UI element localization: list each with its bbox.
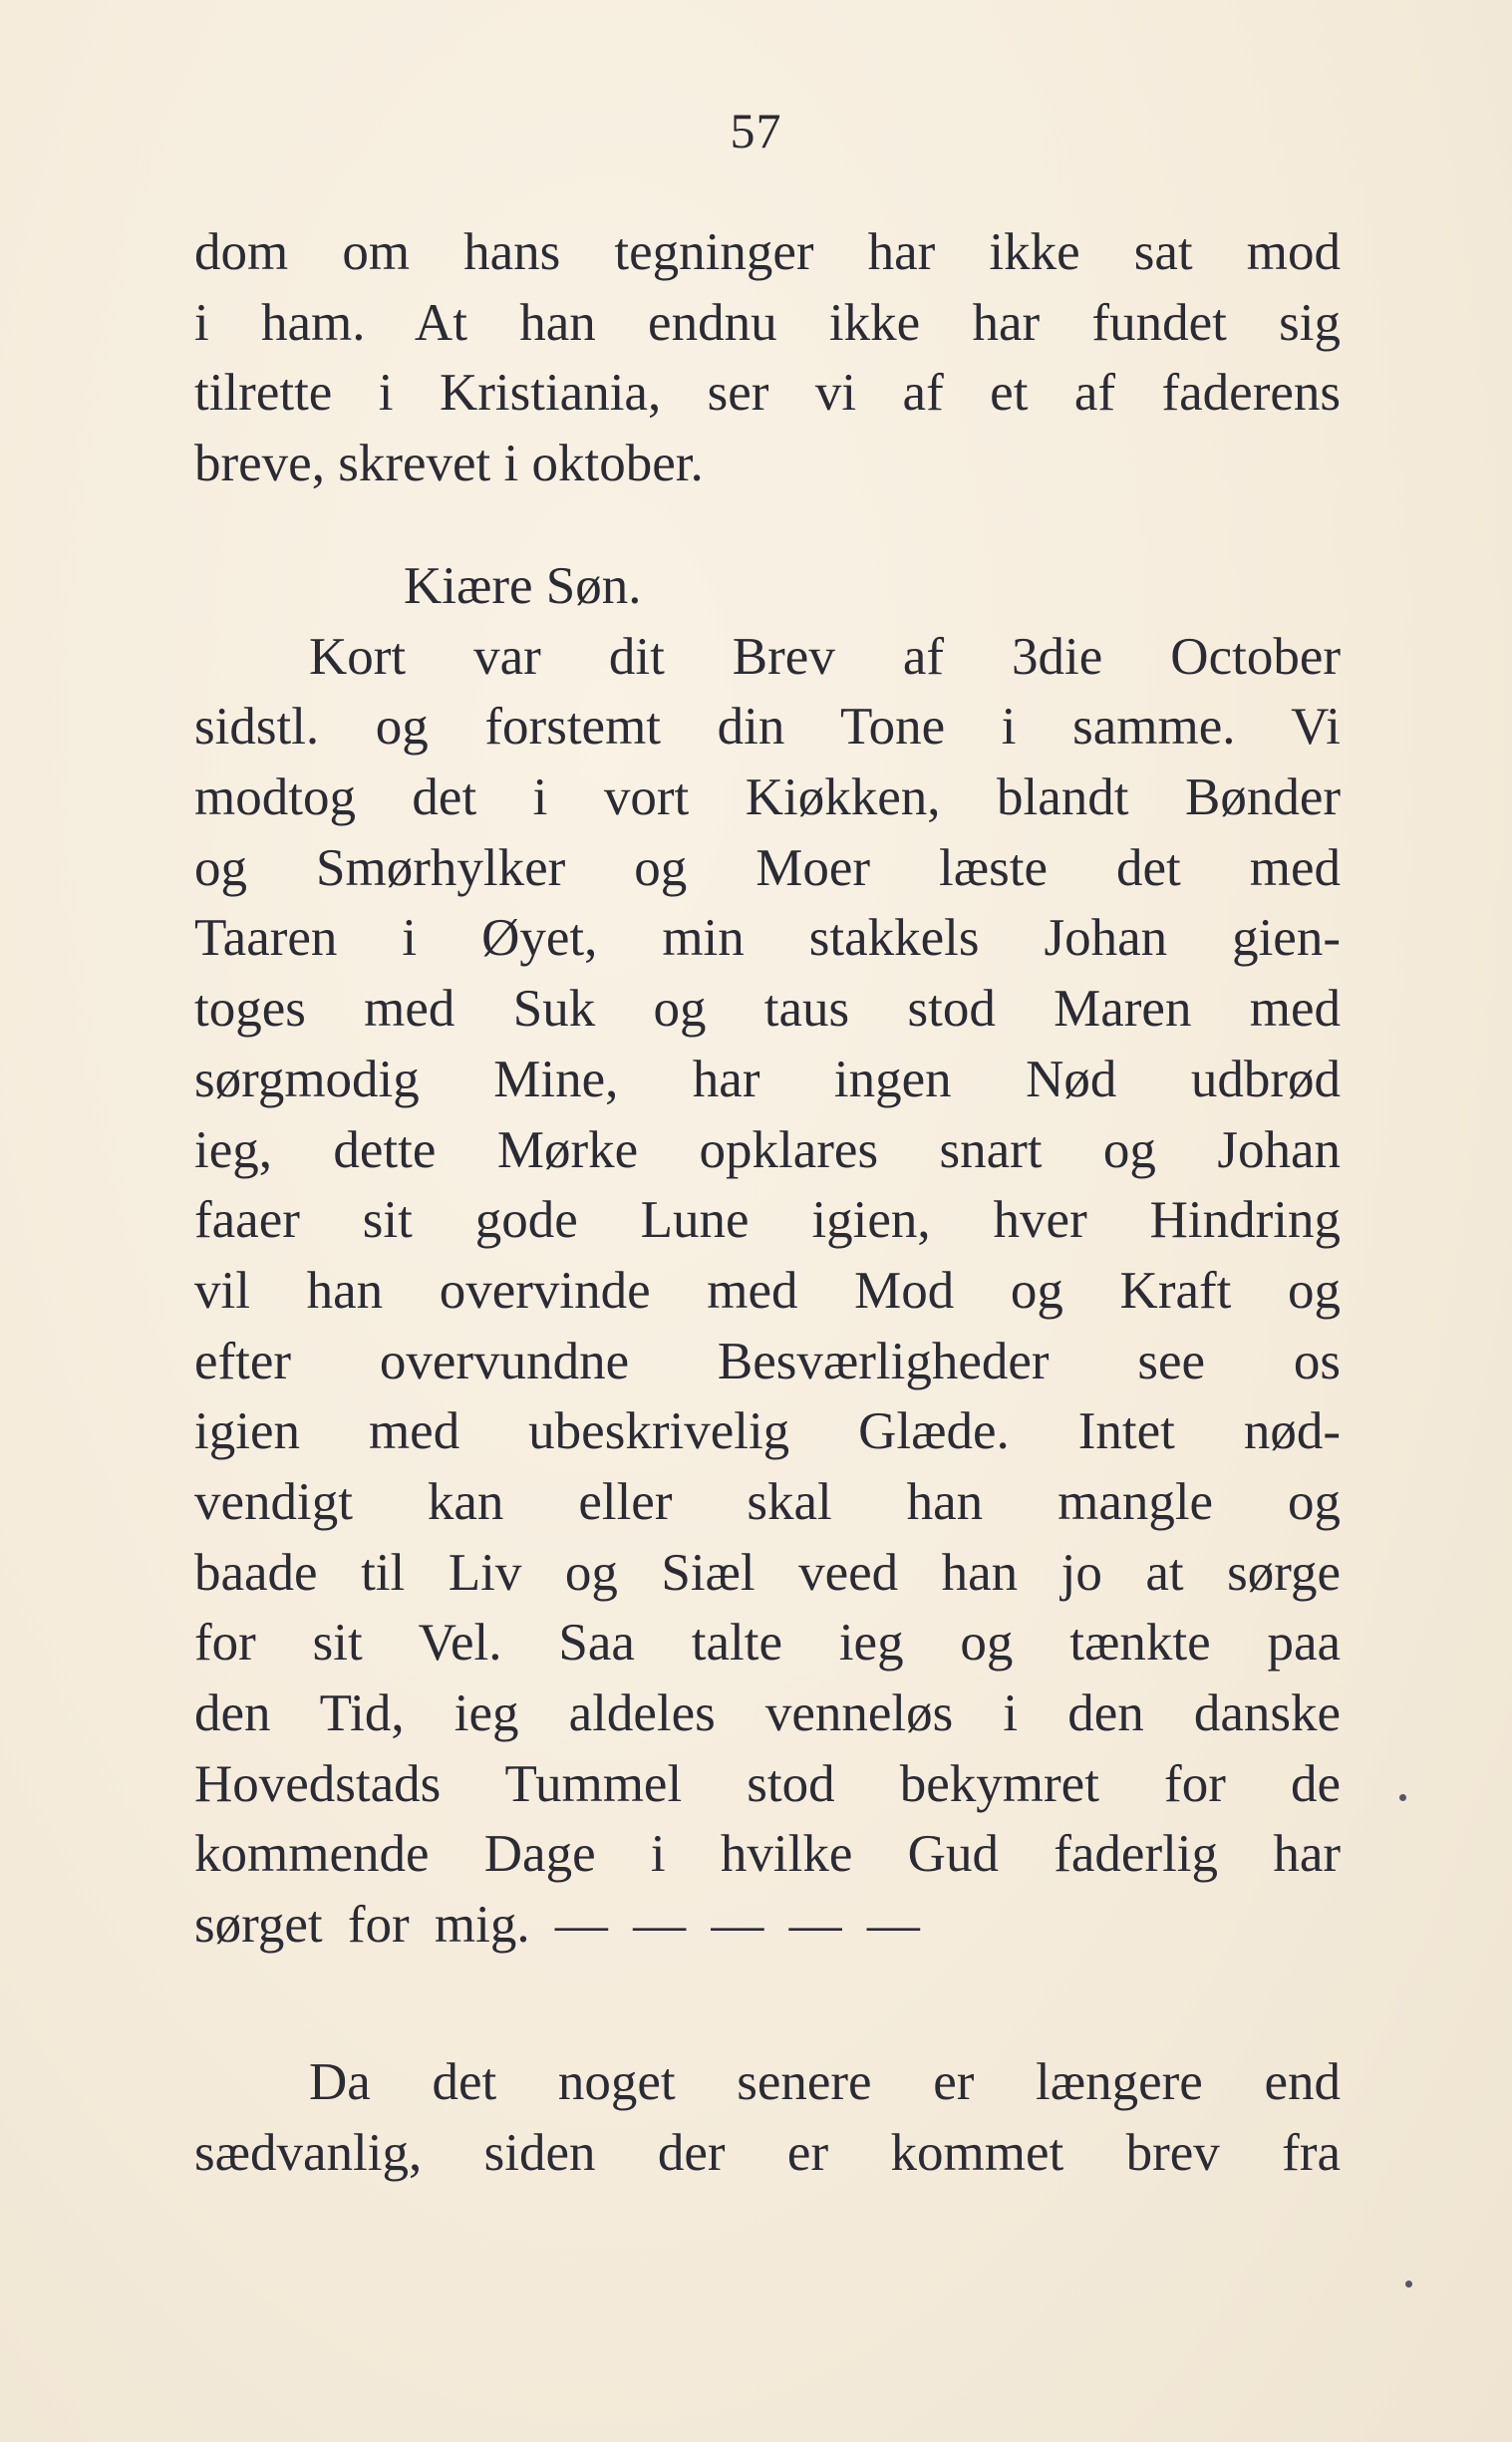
text-line: ieg, dette Mørke opklares snart og Johan: [194, 1120, 1341, 1179]
text-line: baade til Liv og Siæl veed han jo at sørge: [194, 1543, 1341, 1602]
text-line: den Tid, ieg aldeles venneløs i den danske: [194, 1684, 1341, 1742]
letter-salutation: Kiære Søn.: [404, 557, 642, 615]
text-line: kommende Dage i hvilke Gud faderlig har: [194, 1825, 1341, 1884]
letter-quote: [194, 551, 1341, 1961]
text-line: i ham. At han endnu ikke har fundet sig: [194, 293, 1341, 352]
text-line: Kort var dit Brev af 3die October: [309, 627, 1341, 686]
text-line: tilrette i Kristiania, ser vi af et af faderens: [194, 364, 1341, 423]
page-number: 57: [730, 103, 782, 158]
text-line: modtog det i vort Kiøkken, blandt Bønder: [194, 768, 1341, 827]
text-line: breve, skrevet i oktober.: [194, 435, 704, 493]
text-line: igien med ubeskrivelig Glæde. Intet nød-: [194, 1402, 1341, 1461]
paper-speck: [1399, 1794, 1406, 1801]
text-line: sørgmodig Mine, har ingen Nød udbrød: [194, 1050, 1341, 1108]
text-line: dom om hans tegninger har ikke sat mod: [194, 223, 1341, 281]
text-line: faaer sit gode Lune igien, hver Hindring: [194, 1191, 1341, 1250]
intro-paragraph: [194, 217, 1341, 499]
text-line: sædvanlig, siden der er kommet brev fra: [194, 2123, 1341, 2182]
text-line: toges med Suk og taus stod Maren med: [194, 980, 1341, 1039]
text-line: Hovedstads Tummel stod bekymret for de: [194, 1754, 1341, 1813]
outro-paragraph: [194, 2047, 1341, 2188]
text-line: for sit Vel. Saa talte ieg og tænkte paa: [194, 1614, 1341, 1673]
text-line: sidstl. og forstemt din Tone i samme. Vi: [194, 698, 1341, 757]
text-line: sørget for mig. — — — — —: [194, 1896, 920, 1955]
text-line: og Smørhylker og Moer læste det med: [194, 838, 1341, 897]
text-line: Da det noget senere er længere end: [309, 2053, 1341, 2111]
text-line: vendigt kan eller skal han mangle og: [194, 1472, 1341, 1531]
text-line: Taaren i Øyet, min stakkels Johan gien-: [194, 909, 1341, 968]
text-line: vil han overvinde med Mod og Kraft og: [194, 1261, 1341, 1320]
paper-speck: [1405, 2281, 1412, 2288]
text-line: efter overvundne Besværligheder see os: [194, 1332, 1341, 1390]
